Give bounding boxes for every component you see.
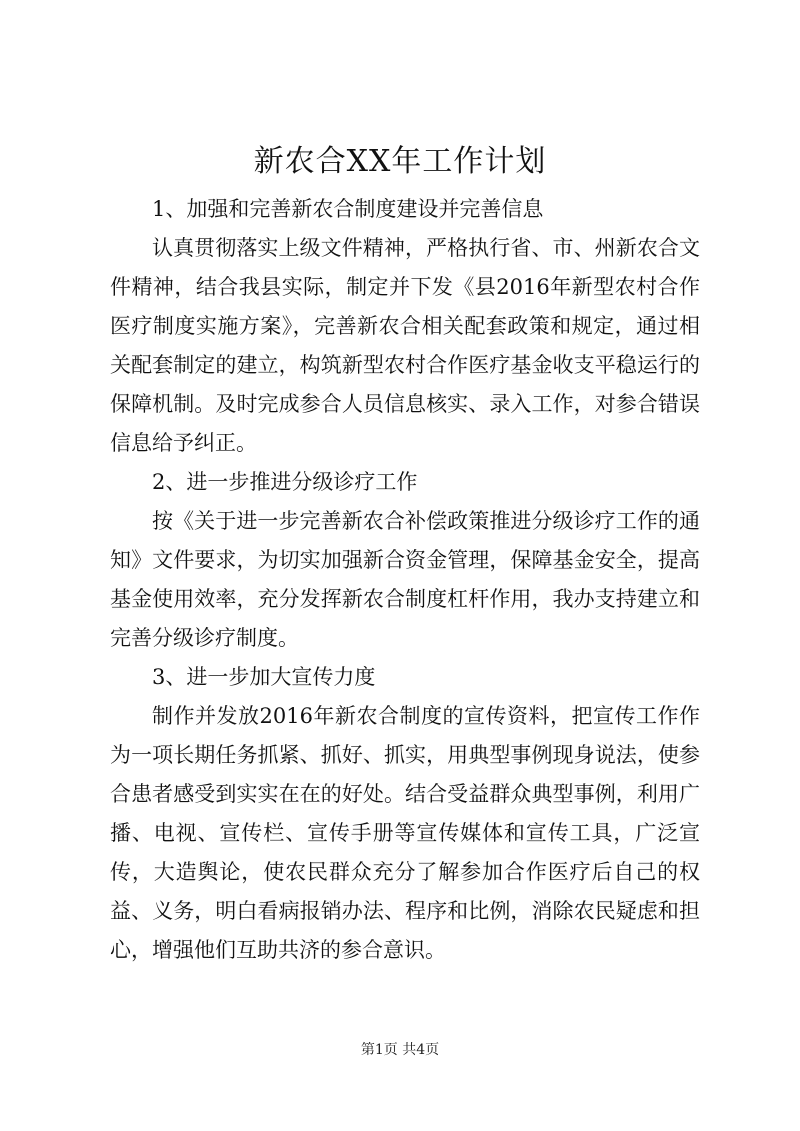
page-title: 新农合XX年工作计划 (253, 144, 547, 179)
section-paragraph-1: 认真贯彻落实上级文件精神，严格执行省、市、州新农合文件精神，结合我县实际，制定并下发《县2016年新型农村合作医疗制度实施方案》，完善新农合相关配套政策和规定，通过相关配套制定的建立，构筑新型农村合作医疗基金收支平稳运行的保障机制。及时完成参合人员信息核实、录入工作，对参合错误信息给予纠正。 (110, 236, 700, 455)
section-paragraph-2: 按《关于进一步完善新农合补偿政策推进分级诊疗工作的通知》文件要求，为切实加强新合资金管理，保障基金安全，提高基金使用效率，充分发挥新农合制度杠杆作用，我办支持建立和完善分级诊疗制度。 (110, 509, 700, 650)
document-body (110, 190, 700, 970)
section-heading-2: 2、进一步推进分级诊疗工作 (152, 470, 418, 494)
page-footer: 第1页 共4页 (360, 1042, 440, 1058)
section-heading-3: 3、进一步加大宣传力度 (152, 665, 376, 689)
section-heading-1: 1、加强和完善新农合制度建设并完善信息 (152, 197, 544, 221)
section-paragraph-3: 制作并发放2016年新农合制度的宣传资料，把宣传工作作为一项长期任务抓紧、抓好、抓实，用典型事例现身说法，使参合患者感受到实实在在的好处。结合受益群众典型事例，利用广播、电视、宣传栏、宣传手册等宣传媒体和宣传工具，广泛宣传，大造舆论，使农民群众充分了解参加合作医疗后自己的权益、义务，明白看病报销办法、程序和比例，消除农民疑虑和担心，增强他们互助共济的参合意识。 (110, 704, 700, 962)
